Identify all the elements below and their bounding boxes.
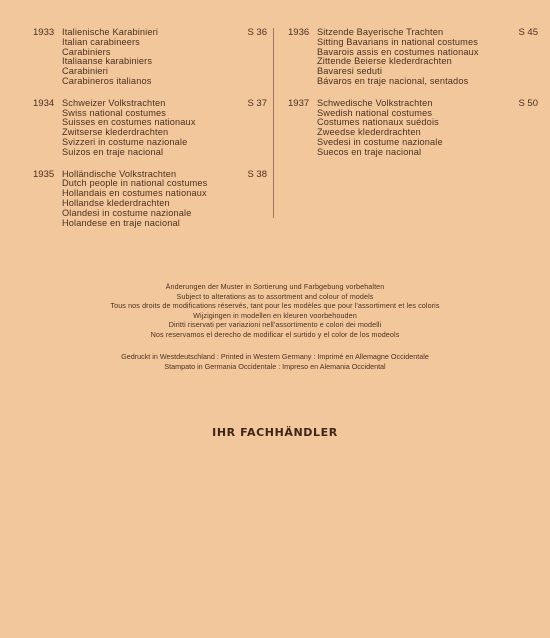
entry-title-nl: Zweedse klederdrachten [317,127,421,138]
catalog-column-right [288,27,538,170]
entry-titles [317,28,528,87]
entry-title-en: Sitting Bavarians in national costumes [317,36,478,47]
catalog-column-left [33,28,273,240]
entry-title-es: Bávaros en traje nacional, sentados [317,75,469,86]
notice-line-es: Nos reservamos el derecho de modificar el surtido y el color de los modeols [150,329,400,339]
column-divider [273,28,274,218]
printed-in-notice [0,352,550,371]
printed-line-2: Stampato in Germania Occidentale : Impreso en Alemania Occidental [164,361,386,371]
entry-number: S 37 [247,97,267,109]
catalog-entry [288,97,538,158]
entry-title-it: Svizzeri in costume nazionale [62,136,188,147]
alteration-notice [0,282,550,340]
entry-title-de: Schwedische Volkstrachten [317,97,433,108]
entry-title-de: Schweizer Volkstrachten [62,97,166,108]
entry-title-nl: Zwitserse klederdrachten [62,127,169,138]
entry-title-it: Bavaresi seduti [317,66,383,77]
entry-title-it: Svedesi in costume nazionale [317,136,443,147]
catalog-entry [288,27,538,87]
entry-title-en: Swedish national costumes [317,107,433,118]
catalog-entry [33,170,273,229]
entry-title-en: Swiss national costumes [62,107,167,118]
entry-title-es: Suizos en traje nacional [62,146,164,157]
entry-titles [62,99,273,158]
entry-year: 1937 [288,97,310,109]
notice-line-it: Diritti riservati per variazioni nell'assortimento e colori dei modelli [168,320,382,330]
entry-year: 1933 [33,27,55,38]
entry-title-es: Holandese en traje nacional [62,217,180,228]
catalog-entry [33,99,273,158]
entry-number: S 36 [247,27,267,38]
entry-title-nl: Hollandse klederdrachten [62,197,170,208]
entry-title-fr: Costumes nationaux suédois [317,117,439,128]
printed-line-1: Gedruckt in Westdeutschland : Printed in Western Germany : Imprimé en Allemagne Occidentale [121,352,429,361]
entry-title-es: Carabineros italianos [62,75,152,86]
entry-title-de: Italienische Karabinieri [62,27,159,37]
dealer-heading: IHR FACHHÄNDLER [212,426,338,439]
entry-number: S 45 [518,27,538,38]
catalog-entry [33,28,273,87]
notice-line-de: Änderungen der Muster in Sortierung und Farbgebung vorbehalten [165,282,385,291]
notice-line-fr: Tous nos droits de modifications réservés, tant pour les modèles que pour l'assortiment et les coloris [110,301,440,311]
entry-year: 1934 [33,97,55,109]
entry-title-es: Suecos en traje nacional [317,146,422,157]
entry-title-nl: Zittende Beierse klederdrachten [317,56,452,67]
entry-title-en: Italian carabineers [62,36,140,47]
entry-number: S 50 [518,97,538,109]
entry-title-de: Sitzende Bayerische Trachten [317,27,444,37]
notice-line-en: Subject to alterations as to assortment and colour of models [176,291,374,301]
entry-title-it: Carabinieri [62,66,109,77]
entry-title-it: Olandesi in costume nazionale [62,207,192,218]
entry-title-fr: Suisses en costumes nationaux [62,117,196,128]
entry-number: S 38 [247,168,267,180]
entry-title-de: Holländische Volkstrachten [62,168,177,179]
entry-titles [317,99,528,158]
notice-line-nl: Wijzigingen in modellen en kleuren voorbehouden [193,310,357,320]
entry-year: 1936 [288,27,310,38]
entry-title-fr: Bavarois assis en costumes nationaux [317,46,479,57]
entry-title-fr: Carabiniers [62,46,111,57]
entry-title-nl: Italiaanse karabiniers [62,56,153,67]
entry-titles [62,28,273,87]
entry-titles [62,170,273,229]
entry-title-fr: Hollandais en costumes nationaux [62,188,207,199]
entry-year: 1935 [33,168,55,180]
entry-title-en: Dutch people in national costumes [62,178,208,189]
